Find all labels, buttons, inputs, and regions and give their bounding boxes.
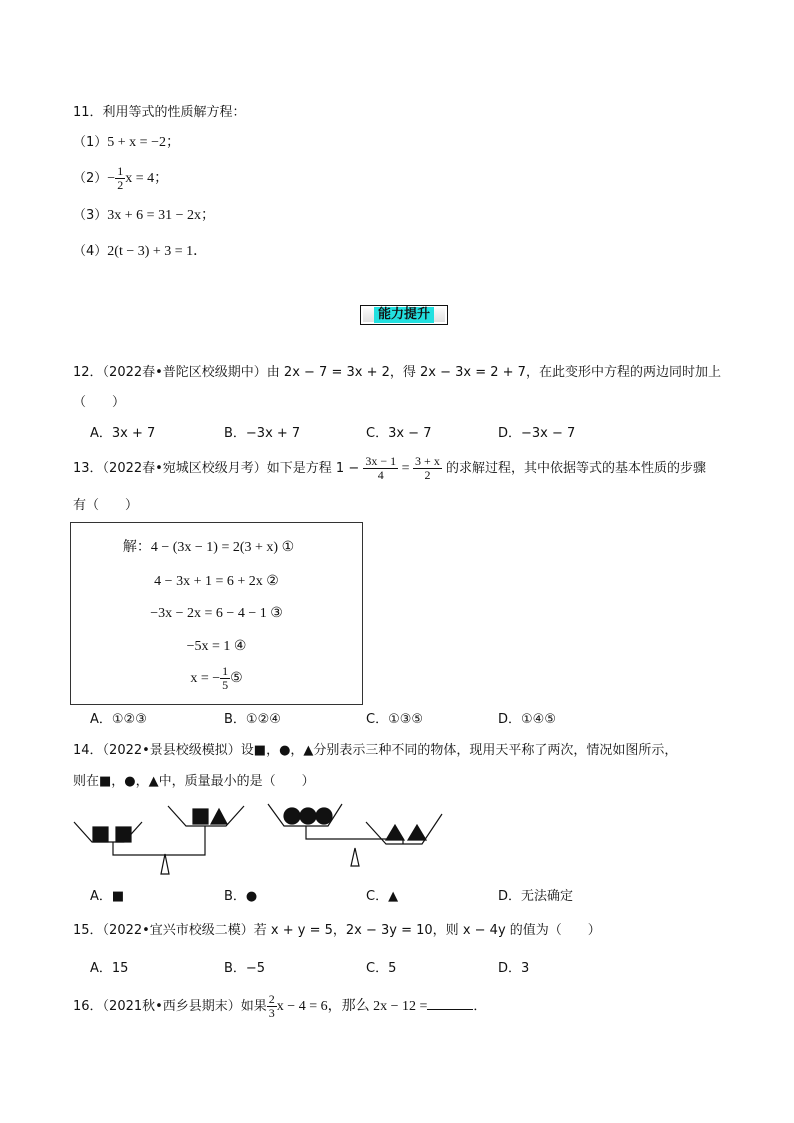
circle-object	[300, 808, 316, 824]
solution-step-4: −5x = 1 ④	[186, 639, 247, 654]
balance-scale-right	[268, 804, 442, 866]
fraction-numerator: 2	[268, 992, 275, 1006]
q11-part3-label: （3）	[73, 208, 108, 223]
q13-option-a: A．①②③	[90, 712, 147, 727]
q16-stem-middle: x − 4 = 6，那么 2x − 12 =	[276, 999, 428, 1014]
q11-part3	[73, 207, 215, 225]
section-badge-label: 能力提升	[374, 307, 434, 323]
q12-option-c: C．3x − 7	[366, 426, 432, 441]
triangle-object	[211, 809, 227, 824]
q16-stem-end: ．	[473, 999, 487, 1014]
q13-fraction-left	[363, 455, 398, 482]
section-badge	[360, 305, 448, 325]
solution-step-5	[71, 662, 362, 696]
q13-stem	[73, 452, 706, 486]
solution-step-2: 4 − 3x + 1 = 6 + 2x ②	[154, 574, 279, 589]
fraction-denominator: 5	[222, 678, 229, 693]
q13-fraction-right	[413, 455, 442, 482]
solution-step-5-fraction	[220, 665, 230, 692]
q13-stem-end: 的求解过程，其中依据等式的基本性质的步骤	[441, 461, 706, 476]
fulcrum	[161, 854, 169, 874]
q12-paren: （ ）	[73, 395, 126, 410]
q13-solution-box	[70, 522, 363, 705]
q11-part4-equation: 2(t − 3) + 3 = 1．	[107, 244, 208, 259]
q15-option-c: C．5	[366, 961, 397, 976]
square-object	[193, 809, 208, 824]
q15-option-b: B．−5	[224, 961, 266, 976]
q14-option-b: B．●	[224, 889, 258, 904]
solution-step-3: −3x − 2x = 6 − 4 − 1 ③	[150, 606, 283, 621]
solution-step-1: 解：4 − (3x − 1) = 2(3 + x) ①	[122, 540, 295, 555]
q11-part1-label: （1）	[73, 135, 108, 150]
q11-part2-fraction	[115, 165, 125, 192]
q11-part2-sign: −	[107, 171, 116, 186]
fraction-denominator: 3	[268, 1006, 275, 1020]
q13-option-b: B．①②④	[224, 712, 281, 727]
q16-stem-start: 16．（2021秋•西乡县期末）如果	[73, 999, 267, 1014]
q11-title: 11．利用等式的性质解方程：	[73, 105, 246, 120]
q13-equals: =	[398, 461, 414, 476]
q16-stem	[73, 990, 486, 1024]
q14-stem-continued: 则在■，●，▲中，质量最小的是（ ）	[73, 774, 315, 789]
q14-option-a: A．■	[90, 889, 125, 904]
q15-option-a: A．15	[90, 961, 129, 976]
circle-object	[316, 808, 332, 824]
q11-part4	[73, 243, 207, 261]
triangle-object	[386, 825, 404, 840]
balance-scale-left	[74, 806, 244, 874]
fraction-numerator: 1	[222, 664, 229, 679]
q12-stem: 12．（2022春•普陀区校级期中）由 2x − 7 = 3x + 2，得 2x − 3x = 2 + 7，在此变形中方程的两边同时加上	[73, 365, 721, 380]
q11-part4-label: （4）	[73, 244, 108, 259]
q15-option-d: D．3	[498, 961, 530, 976]
q14-option-c: C．▲	[366, 889, 399, 904]
fulcrum	[351, 848, 359, 866]
q14-option-d: D．无法确定	[498, 889, 574, 904]
fraction-denominator: 2	[424, 468, 431, 482]
q11-part1-equation: 5 + x = −2；	[107, 135, 180, 150]
q14-stem: 14．（2022•景县校级模拟）设■，●，▲分别表示三种不同的物体，现用天平称了两次，情况如图所示，	[73, 743, 678, 758]
fraction-numerator: 3 + x	[415, 454, 440, 468]
fraction-denominator: 4	[377, 468, 384, 482]
solution-step-5-end: ⑤	[230, 671, 243, 686]
q13-option-c: C．①③⑤	[366, 712, 424, 727]
q13-option-d: D．①④⑤	[498, 712, 556, 727]
q12-option-b: B．−3x + 7	[224, 426, 301, 441]
triangle-object	[408, 825, 426, 840]
fraction-denominator: 2	[117, 178, 124, 192]
q15-stem: 15．（2022•宜兴市校级二模）若 x + y = 5，2x − 3y = 10，则 x − 4y 的值为（ ）	[73, 923, 601, 938]
q11-part2-label: （2）	[73, 171, 108, 186]
fraction-numerator: 1	[117, 164, 124, 178]
q13-stem-start: 13．（2022春•宛城区校级月考）如下是方程 1 −	[73, 461, 364, 476]
q16-fraction	[267, 993, 277, 1020]
q11-part2	[73, 162, 168, 196]
balance-scales-figure	[70, 800, 450, 878]
square-object	[93, 827, 108, 842]
q12-option-d: D．−3x − 7	[498, 426, 576, 441]
q11-part1	[73, 134, 180, 152]
square-object	[116, 827, 131, 842]
fraction-numerator: 3x − 1	[365, 454, 397, 468]
answer-blank[interactable]	[427, 997, 473, 1010]
q13-stem-continued: 有（ ）	[73, 498, 139, 513]
q12-option-a: A．3x + 7	[90, 426, 156, 441]
q11-part3-equation: 3x + 6 = 31 − 2x；	[107, 208, 215, 223]
q11-part2-rest: x = 4；	[125, 171, 169, 186]
circle-object	[284, 808, 300, 824]
solution-step-5-start: x = −	[190, 671, 221, 686]
